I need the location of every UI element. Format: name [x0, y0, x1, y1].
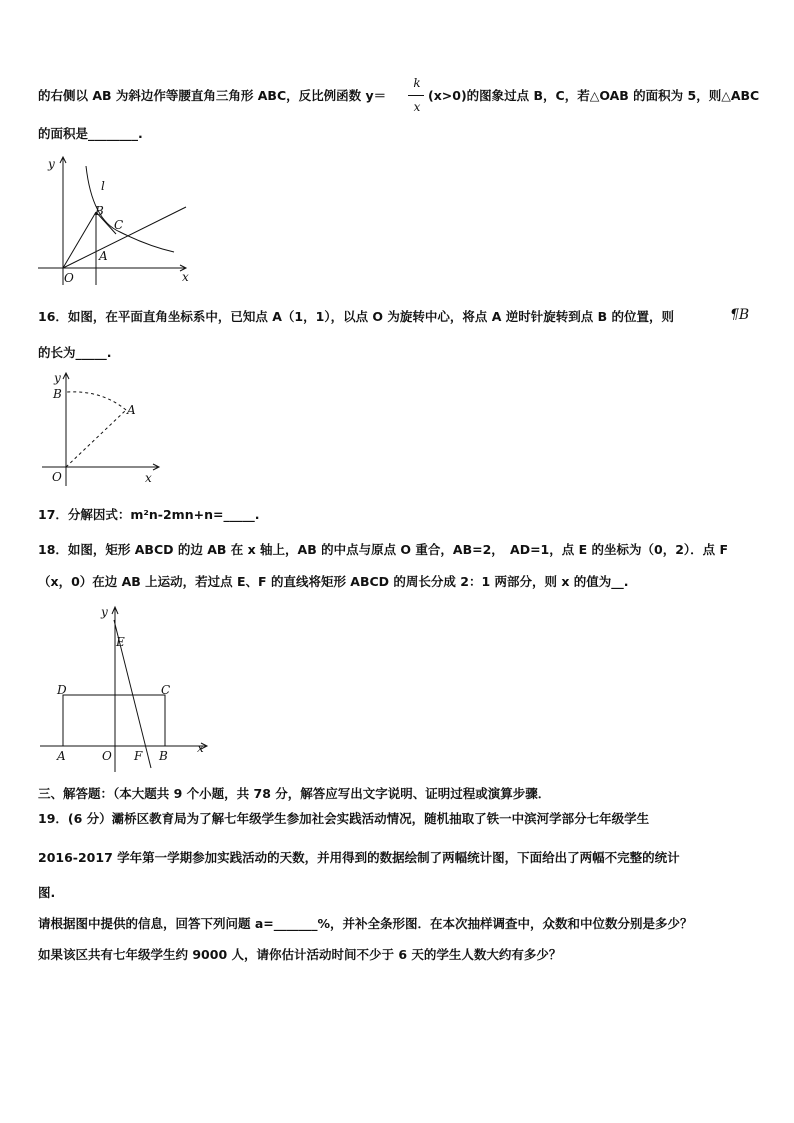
q18-label-y: y — [101, 605, 108, 619]
q16-text-line2: 的长为_____. — [38, 345, 112, 360]
q18-label-x: x — [197, 741, 204, 755]
q15-fraction-bar — [408, 95, 424, 96]
q18-label-F: F — [134, 749, 143, 763]
q15-text-line1a: 的右侧以 AB 为斜边作等腰直角三角形 ABC，反比例函数 y＝ — [38, 88, 387, 103]
q18-figure — [38, 600, 218, 772]
q19-text-line5: 如果该区共有七年级学生约 9000 人，请你估计活动时间不少于 6 天的学生人数大约有多少？ — [38, 947, 562, 962]
q18-label-B: B — [159, 749, 168, 763]
q15-fraction-denominator: x — [413, 100, 421, 114]
section3-heading: 三、解答题：（本大题共 9 个小题，共 78 分，解答应写出文字说明、证明过程或演算步骤． — [38, 786, 551, 801]
q16-figure — [38, 368, 168, 488]
q17-text: 17．分解因式：m²n-2mn+n=_____. — [38, 507, 260, 522]
q15-figure — [30, 150, 200, 285]
q15-text-line1b: (x>0)的图象过点 B，C，若△OAB 的面积为 5，则△ABC — [428, 88, 760, 103]
q19-text-line4: 请根据图中提供的信息，回答下列问题 a=_______%，并补全条形图．在本次抽样调查中，众数和中位数分别是多少？ — [38, 916, 693, 931]
q18-label-C: C — [161, 683, 171, 697]
q16-label-A: A — [127, 403, 136, 417]
q16-label-B: B — [53, 387, 62, 401]
q19-text-line3: 图. — [38, 885, 56, 900]
q15-label-B: B — [95, 204, 104, 218]
q16-label-y: y — [54, 371, 61, 385]
q18-text-line2: （x，0）在边 AB 上运动，若过点 E、F 的直线将矩形 ABCD 的周长分成 2：1 两部分，则 x 的值为__. — [38, 574, 629, 589]
q18-label-O: O — [102, 749, 112, 763]
q15-label-C: C — [114, 218, 124, 232]
q18-label-A: A — [57, 749, 66, 763]
q18-label-E: E — [116, 635, 125, 649]
q15-label-O: O — [64, 271, 74, 285]
q15-text-line2: 的面积是________. — [38, 126, 143, 141]
q16-text-line1: 16．如图，在平面直角坐标系中，已知点 A（1，1），以点 O 为旋转中心，将点 A 逆时针旋转到点 B 的位置，则 — [38, 309, 675, 324]
q16-label-O: O — [52, 470, 62, 484]
q16-arc-AB — [66, 392, 126, 410]
q18-rectangle-ABCD — [63, 695, 165, 746]
q16-label-x: x — [145, 471, 152, 485]
q15-label-A: A — [99, 249, 108, 263]
q18-label-D: D — [57, 683, 67, 697]
q16-segment-OA — [66, 410, 126, 467]
q15-label-l: l — [101, 179, 105, 193]
q16-arc-symbol: ¶B — [730, 307, 750, 323]
q18-text-line1: 18．如图，矩形 ABCD 的边 AB 在 x 轴上，AB 的中点与原点 O 重合，AB=2， AD=1，点 E 的坐标为（0，2）．点 F — [38, 542, 729, 557]
q15-label-y: y — [48, 157, 55, 171]
q15-fraction-numerator: k — [413, 76, 421, 90]
q19-text-line1: 19．(6 分）灞桥区教育局为了解七年级学生参加社会实践活动情况，随机抽取了铁一中滨河学部分七年级学生 — [38, 811, 650, 826]
q15-label-x: x — [182, 270, 189, 284]
q19-text-line2: 2016-2017 学年第一学期参加实践活动的天数，并用得到的数据绘制了两幅统计图，下面给出了两幅不完整的统计 — [38, 850, 680, 865]
